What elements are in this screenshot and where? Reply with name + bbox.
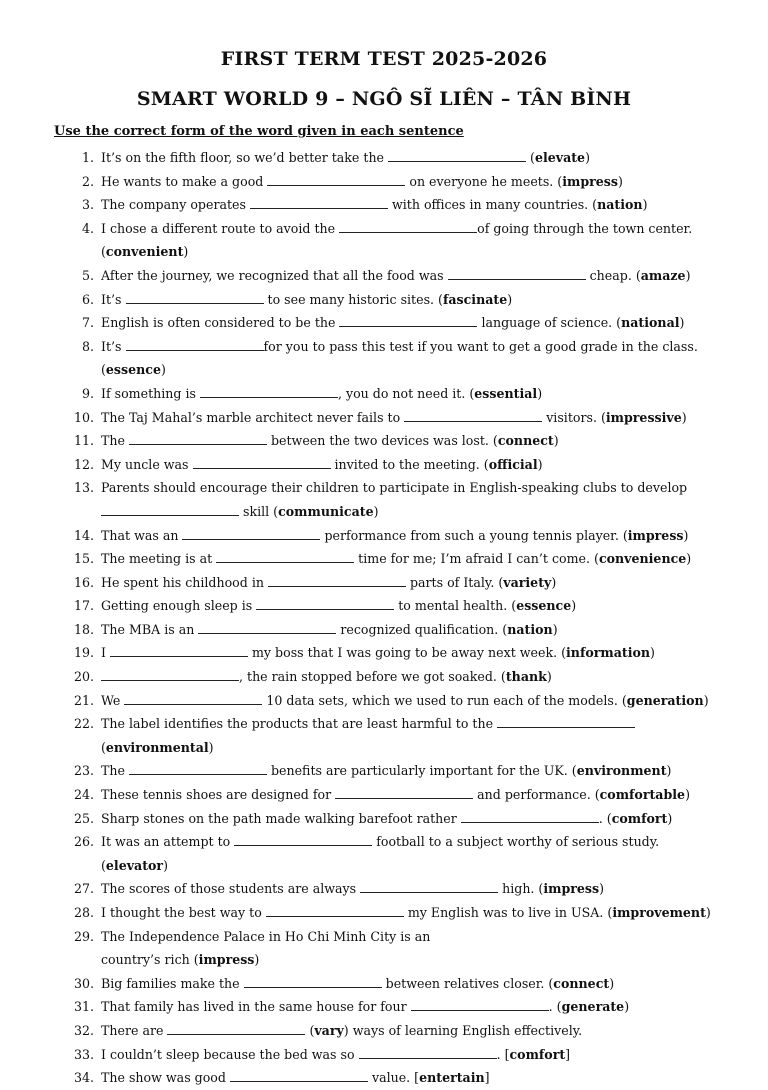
question-text: ) — [609, 975, 615, 991]
question-text: ) — [685, 267, 691, 283]
question-text: That family has lived in the same house for four — [101, 999, 411, 1015]
question-text: ( — [526, 150, 535, 165]
question-item — [0, 406, 768, 430]
question-text: invited to the meeting. ( — [330, 456, 489, 472]
answer-blank[interactable] — [335, 787, 473, 799]
root-word: variety — [503, 574, 552, 590]
answer-blank[interactable] — [388, 150, 526, 162]
question-text: There are — [101, 1022, 168, 1038]
question-text: cheap. ( — [585, 267, 641, 283]
question-number: 2. — [81, 173, 94, 189]
question-text: ) — [552, 621, 558, 637]
answer-blank[interactable] — [234, 834, 372, 846]
question-text: value. [ — [367, 1070, 420, 1086]
question-number: 17. — [73, 598, 94, 614]
question-number: 21. — [73, 692, 94, 708]
question-text: ) — [585, 150, 590, 165]
question-item — [0, 1043, 768, 1067]
question-item — [0, 594, 768, 618]
question-number: 27. — [73, 881, 94, 897]
question-number: 22. — [73, 716, 94, 732]
question-number: 9. — [81, 385, 94, 401]
question-item — [0, 995, 768, 1019]
root-word: connect — [497, 433, 554, 449]
question-item — [0, 146, 768, 170]
question-text: Big families make the — [101, 975, 244, 991]
answer-blank[interactable] — [126, 339, 264, 351]
question-number: 25. — [73, 810, 94, 826]
question-text: , you do not need it. ( — [337, 385, 475, 401]
question-number: 26. — [73, 834, 94, 850]
answer-blank[interactable] — [126, 292, 264, 304]
question-number: 13. — [73, 480, 94, 496]
question-text: . ( — [548, 999, 562, 1015]
question-number: 18. — [73, 621, 94, 637]
question-number: 31. — [73, 999, 94, 1015]
root-word: thank — [505, 669, 547, 685]
answer-blank[interactable] — [101, 504, 239, 516]
question-item — [0, 170, 768, 194]
answer-blank[interactable] — [230, 1070, 368, 1082]
question-item — [0, 712, 768, 759]
question-text: After the journey, we recognized that all the food was — [101, 267, 448, 283]
question-number: 30. — [73, 975, 94, 991]
question-text: ( — [101, 739, 106, 755]
answer-blank[interactable] — [267, 174, 405, 186]
question-item — [0, 335, 768, 382]
question-text: The Independence Palace in Ho Chi Minh City is an — [101, 928, 431, 944]
root-word: essence — [105, 362, 161, 378]
question-text: That was an — [101, 527, 183, 543]
answer-blank[interactable] — [411, 999, 549, 1011]
question-text: The company operates — [101, 197, 250, 213]
question-text: I — [101, 645, 110, 661]
answer-blank[interactable] — [360, 881, 498, 893]
answer-blank[interactable] — [129, 433, 267, 445]
question-number: 29. — [73, 928, 94, 944]
root-word: comfort — [611, 810, 668, 826]
root-word: essential — [474, 385, 538, 401]
root-word: convenient — [105, 244, 184, 260]
root-word: comfort — [509, 1046, 566, 1062]
question-number: 34. — [73, 1070, 94, 1086]
answer-blank[interactable] — [244, 976, 382, 988]
document-title: FIRST TERM TEST 2025-2026 — [220, 48, 548, 70]
question-text: It’s — [101, 338, 126, 354]
question-text: recognized qualification. ( — [336, 621, 508, 637]
question-text: on everyone he meets. ( — [405, 173, 563, 189]
question-text: with offices in many countries. ( — [387, 197, 598, 213]
root-word: national — [621, 315, 680, 331]
root-word: impress — [562, 173, 618, 189]
root-word: comfortable — [599, 787, 686, 803]
question-item — [0, 665, 768, 689]
question-number: 1. — [81, 150, 94, 165]
question-item — [0, 925, 768, 949]
question-text: high. ( — [498, 881, 544, 897]
question-item — [0, 972, 768, 996]
question-text: ) — [507, 291, 513, 307]
question-number: 20. — [73, 669, 94, 685]
question-text: between the two devices was lost. ( — [266, 433, 498, 449]
question-item — [0, 453, 768, 477]
question-text: English is often considered to be the — [101, 315, 340, 331]
question-text: Getting enough sleep is — [101, 598, 257, 614]
question-text: I chose a different route to avoid the — [101, 220, 340, 236]
root-word: fascinate — [442, 291, 508, 307]
root-word: communicate — [278, 503, 374, 519]
answer-blank[interactable] — [461, 811, 599, 823]
question-text: I thought the best way to — [101, 905, 266, 920]
question-number: 10. — [73, 409, 94, 425]
question-text: It was an attempt to — [101, 834, 235, 850]
question-text: He spent his childhood in — [101, 574, 268, 590]
question-text: ) — [624, 999, 630, 1015]
question-text: , the rain stopped before we got soaked. ( — [239, 669, 506, 685]
question-number: 33. — [73, 1046, 94, 1062]
answer-blank[interactable] — [404, 410, 542, 422]
question-text: ) — [685, 787, 690, 803]
question-text: ) — [650, 645, 655, 661]
question-text: ) — [160, 362, 166, 378]
question-item — [0, 1019, 768, 1043]
question-number: 16. — [73, 574, 94, 590]
question-text: football to a subject worthy of serious study. ( — [101, 834, 660, 873]
question-item — [0, 217, 768, 264]
question-text: to see many historic sites. ( — [263, 291, 443, 307]
question-text: He wants to make a good — [101, 173, 268, 189]
root-word: environment — [576, 763, 667, 779]
question-item — [0, 877, 768, 901]
root-word: elevate — [534, 150, 586, 165]
question-text: skill ( — [239, 503, 279, 519]
question-text: time for me; I’m afraid I can’t come. ( — [354, 551, 599, 567]
root-word: vary — [314, 1022, 344, 1038]
question-text: ) — [553, 433, 559, 449]
question-text: language of science. ( — [477, 315, 622, 331]
instruction: Use the correct form of the word given in each sentence — [54, 124, 464, 139]
question-text: ) — [703, 692, 709, 708]
question-text: benefits are particularly important for the UK. ( — [266, 763, 577, 779]
answer-blank[interactable] — [339, 315, 477, 327]
question-item — [0, 689, 768, 713]
question-number: 15. — [73, 551, 94, 567]
question-text: ] — [484, 1070, 490, 1086]
answer-blank[interactable] — [101, 669, 239, 681]
answer-blank[interactable] — [359, 1047, 497, 1059]
question-item — [0, 807, 768, 831]
root-word: convenience — [598, 551, 687, 567]
question-text: ) — [537, 456, 543, 472]
question-number: 14. — [73, 527, 94, 543]
question-item — [0, 264, 768, 288]
question-number: 6. — [81, 291, 94, 307]
question-text: ( — [305, 1022, 315, 1038]
question-item — [0, 429, 768, 453]
question-text: ) — [546, 669, 552, 685]
question-item — [0, 618, 768, 642]
question-text: ) ways of learning English effectively. — [343, 1022, 583, 1038]
answer-blank[interactable] — [110, 645, 248, 657]
question-text: my boss that I was going to be away next week. ( — [247, 645, 566, 661]
question-number: 11. — [73, 433, 94, 449]
question-item — [0, 311, 768, 335]
root-word: impress — [627, 527, 684, 543]
answer-blank[interactable] — [124, 693, 262, 705]
answer-blank[interactable] — [193, 457, 331, 469]
root-word: official — [488, 456, 538, 472]
question-text: ) — [642, 197, 648, 213]
question-text: The MBA is an — [101, 621, 199, 637]
question-number: 5. — [81, 267, 94, 283]
question-item — [0, 759, 768, 783]
question-number: 28. — [73, 905, 94, 920]
question-text: and performance. ( — [473, 787, 600, 803]
answer-blank[interactable] — [200, 386, 338, 398]
question-text: ) — [666, 763, 672, 779]
question-text: We — [101, 692, 125, 708]
question-text: ) — [373, 503, 379, 519]
question-number: 12. — [73, 456, 94, 472]
root-word: information — [566, 645, 651, 661]
question-text: country’s rich ( — [101, 952, 199, 968]
question-item-continued — [0, 500, 768, 524]
question-item — [0, 830, 768, 877]
answer-blank[interactable] — [250, 197, 388, 209]
question-text: for you to pass this test if you want to get a good grade in the class. ( — [101, 338, 698, 378]
question-text: ) — [183, 244, 189, 260]
question-text: ) — [686, 551, 692, 567]
question-item — [0, 476, 768, 500]
question-text: My uncle was — [101, 456, 193, 472]
root-word: generation — [626, 692, 704, 708]
question-text: ) — [163, 857, 168, 873]
question-text: ) — [681, 409, 687, 425]
question-text: The — [101, 763, 129, 779]
question-text: ) — [667, 810, 673, 826]
answer-blank[interactable] — [167, 1023, 305, 1035]
question-number: 4. — [81, 220, 94, 236]
question-number: 19. — [73, 645, 94, 661]
root-word: connect — [553, 975, 610, 991]
answer-blank[interactable] — [216, 551, 354, 563]
question-item — [0, 641, 768, 665]
answer-blank[interactable] — [256, 598, 394, 610]
question-text: ) — [571, 598, 577, 614]
question-text: The show was good — [101, 1070, 230, 1086]
root-word: elevator — [105, 857, 164, 873]
question-text: These tennis shoes are designed for — [101, 787, 336, 803]
answer-blank[interactable] — [497, 716, 635, 728]
question-text: Parents should encourage their children to participate in English-speaking clubs to develop — [101, 480, 688, 496]
root-word: impressive — [605, 409, 682, 425]
question-text: ) — [705, 905, 711, 920]
question-number: 32. — [73, 1022, 94, 1038]
question-text: 10 data sets, which we used to run each of the models. ( — [262, 692, 627, 708]
question-item — [0, 288, 768, 312]
question-number: 3. — [81, 197, 94, 213]
answer-blank[interactable] — [182, 528, 320, 540]
question-text: It’s — [101, 291, 126, 307]
question-text: The meeting is at — [101, 551, 217, 567]
question-text: If something is — [101, 385, 200, 401]
question-text: of going through the town center. ( — [101, 220, 693, 260]
question-text: visitors. ( — [542, 409, 606, 425]
root-word: amaze — [640, 267, 686, 283]
question-text: between relatives closer. ( — [381, 975, 554, 991]
answer-blank[interactable] — [268, 575, 406, 587]
question-text: ) — [617, 173, 623, 189]
question-text: ) — [683, 527, 689, 543]
question-text: ] — [565, 1046, 571, 1062]
question-text: I couldn’t sleep because the bed was so — [101, 1046, 359, 1062]
question-item — [0, 901, 768, 925]
document-subtitle: SMART WORLD 9 – NGÔ SĨ LIÊN – TÂN BÌNH — [136, 88, 632, 110]
question-text: ) — [679, 315, 685, 331]
question-text: Sharp stones on the path made walking barefoot rather — [101, 810, 461, 826]
answer-blank[interactable] — [266, 905, 404, 917]
question-number: 23. — [73, 763, 94, 779]
question-number: 7. — [81, 315, 94, 331]
question-text: The Taj Mahal’s marble architect never fails to — [101, 409, 405, 425]
question-number: 8. — [81, 338, 94, 354]
root-word: entertain — [419, 1070, 485, 1086]
question-text: ) — [537, 385, 543, 401]
question-text: The label identifies the products that are least harmful to the — [101, 716, 498, 732]
question-text: ) — [254, 952, 260, 968]
root-word: generate — [561, 999, 625, 1015]
question-list — [0, 146, 768, 1090]
question-item-continued — [0, 948, 768, 972]
question-text: ) — [599, 881, 605, 897]
question-text: parts of Italy. ( — [405, 574, 504, 590]
answer-blank[interactable] — [129, 763, 267, 775]
root-word: impress — [198, 952, 255, 968]
root-word: environmental — [105, 739, 209, 755]
answer-blank[interactable] — [198, 622, 336, 634]
question-number: 24. — [73, 787, 94, 803]
question-text: . ( — [598, 810, 612, 826]
question-text: The — [101, 433, 129, 449]
answer-blank[interactable] — [339, 221, 477, 233]
question-item — [0, 1066, 768, 1090]
answer-blank[interactable] — [448, 268, 586, 280]
root-word: essence — [516, 598, 572, 614]
question-item — [0, 783, 768, 807]
question-text: my English was to live in USA. ( — [403, 905, 613, 920]
question-text: performance from such a young tennis player. ( — [320, 527, 628, 543]
question-item — [0, 382, 768, 406]
root-word: nation — [597, 197, 643, 213]
question-text: ) — [208, 739, 214, 755]
question-item — [0, 193, 768, 217]
question-item — [0, 571, 768, 595]
question-item — [0, 547, 768, 571]
question-text: . [ — [496, 1046, 510, 1062]
root-word: impress — [543, 881, 600, 897]
question-text: It’s on the fifth floor, so we’d better take the — [101, 150, 389, 165]
question-item — [0, 524, 768, 548]
root-word: improvement — [612, 905, 706, 920]
question-text: The scores of those students are always — [101, 881, 361, 897]
question-text: to mental health. ( — [394, 598, 517, 614]
question-text: ) — [551, 574, 557, 590]
root-word: nation — [507, 621, 553, 637]
